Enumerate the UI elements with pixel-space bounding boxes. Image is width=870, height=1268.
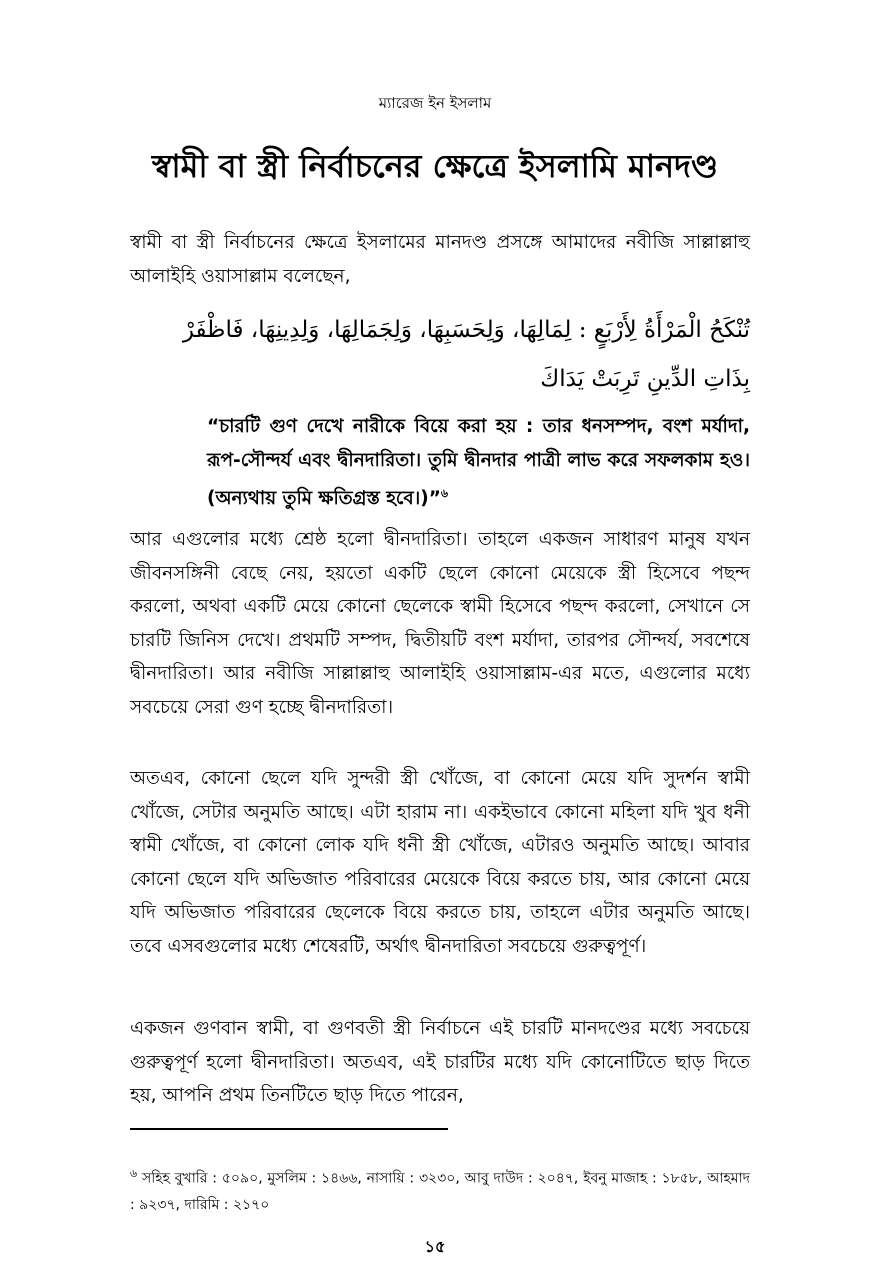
hadith-arabic-line-1: تُنْكَحُ الْمَرْأَةُ لِأَرْبَعٍ : لِمَالِهَا، وَلِحَسَبِهَا، وَلِجَمَالِهَا، وَلِدِينِهَا، فَاظْفَرْ: [182, 317, 750, 343]
intro-paragraph: স্বামী বা স্ত্রী নির্বাচনের ক্ষেত্রে ইসলামের মানদণ্ড প্রসঙ্গে আমাদের নবীজি সাল্লাল্লাহু আলাইহি ওয়াসাল্লাম বলেছেন,: [130, 232, 750, 287]
body-paragraph-3: একজন গুণবান স্বামী, বা গুণবতী স্ত্রী নির্বাচনে এই চারটি মানদণ্ডের মধ্যে সবচেয়ে গুরুত্বপূর্ণ হলো দ্বীনদারিতা। অতএব, এই চারটির মধ্যে যদি কোনোটিতে ছাড় দিতে হয়, আপনি প্রথম তিনটিতে ছাড় দিতে পারেন,: [130, 1018, 750, 1106]
footnote-mark: ৬: [130, 1167, 138, 1180]
footnote: [130, 1161, 750, 1218]
running-header: ম্যারেজ ইন ইসলাম: [378, 94, 492, 112]
footnote-reference[interactable]: ৬: [440, 487, 449, 500]
hadith-translation: [207, 410, 750, 516]
hadith-arabic-line-2: بِذَاتِ الدِّينِ تَرِبَتْ يَدَاكَ: [540, 366, 750, 392]
page-number: ১৫: [424, 1237, 446, 1256]
hadith-translation-text: “চারটি গুণ দেখে নারীকে বিয়ে করা হয় : তার ধনসম্পদ, বংশ মর্যাদা, রূপ-সৌন্দর্য এবং দ্বীনদারিতা। তুমি দ্বীনদার পাত্রী লাভ করে সফলকাম হও। (অন্যথায় তুমি ক্ষতিগ্রস্ত হবে।)”: [207, 416, 750, 510]
footnote-text: সহিহ বুখারি : ৫০৯০, মুসলিম : ১৪৬৬, নাসায়ি : ৩২৩০, আবু দাউদ : ২০৪৭, ইবনু মাজাহ : ১৮৫৮, আহমাদ : ৯২৩৭, দারিমি : ২১৭০: [130, 1170, 750, 1213]
chapter-title: স্বামী বা স্ত্রী নির্বাচনের ক্ষেত্রে ইসলামি মানদণ্ড: [151, 147, 719, 185]
body-paragraph-1: আর এগুলোর মধ্যে শ্রেষ্ঠ হলো দ্বীনদারিতা। তাহলে একজন সাধারণ মানুষ যখন জীবনসঙ্গিনী বেছে নেয়, হয়তো একটি ছেলে কোনো মেয়েকে স্ত্রী হিসেবে পছন্দ করলো, অথবা একটি মেয়ে কোনো ছেলেকে স্বামী হিসেবে পছন্দ করলো, সেখানে সে চারটি জিনিস দেখে। প্রথমটি সম্পদ, দ্বিতীয়টি বংশ মর্যাদা, তারপর সৌন্দর্য, সবশেষে দ্বীনদারিতা। আর নবীজি সাল্লাল্লাহু আলাইহি ওয়াসাল্লাম-এর মতে, এগুলোর মধ্যে সবচেয়ে সেরা গুণ হচ্ছে দ্বীনদারিতা।: [130, 529, 750, 718]
footnote-divider: [130, 1128, 448, 1130]
body-paragraph-2: অতএব, কোনো ছেলে যদি সুন্দরী স্ত্রী খোঁজে, বা কোনো মেয়ে যদি সুদর্শন স্বামী খোঁজে, সেটার অনুমতি আছে। এটা হারাম না। একইভাবে কোনো মহিলা যদি খুব ধনী স্বামী খোঁজে, বা কোনো লোক যদি ধনী স্ত্রী খোঁজে, এটারও অনুমতি আছে। আবার কোনো ছেলে যদি অভিজাত পরিবারের মেয়েকে বিয়ে করতে চায়, আর কোনো মেয়ে যদি অভিজাত পরিবারের ছেলেকে বিয়ে করতে চায়, তাহলে এটার অনুমতি আছে। তবে এসবগুলোর মধ্যে শেষেরটি, অর্থাৎ দ্বীনদারিতা সবচেয়ে গুরুত্বপূর্ণ।: [130, 768, 750, 957]
